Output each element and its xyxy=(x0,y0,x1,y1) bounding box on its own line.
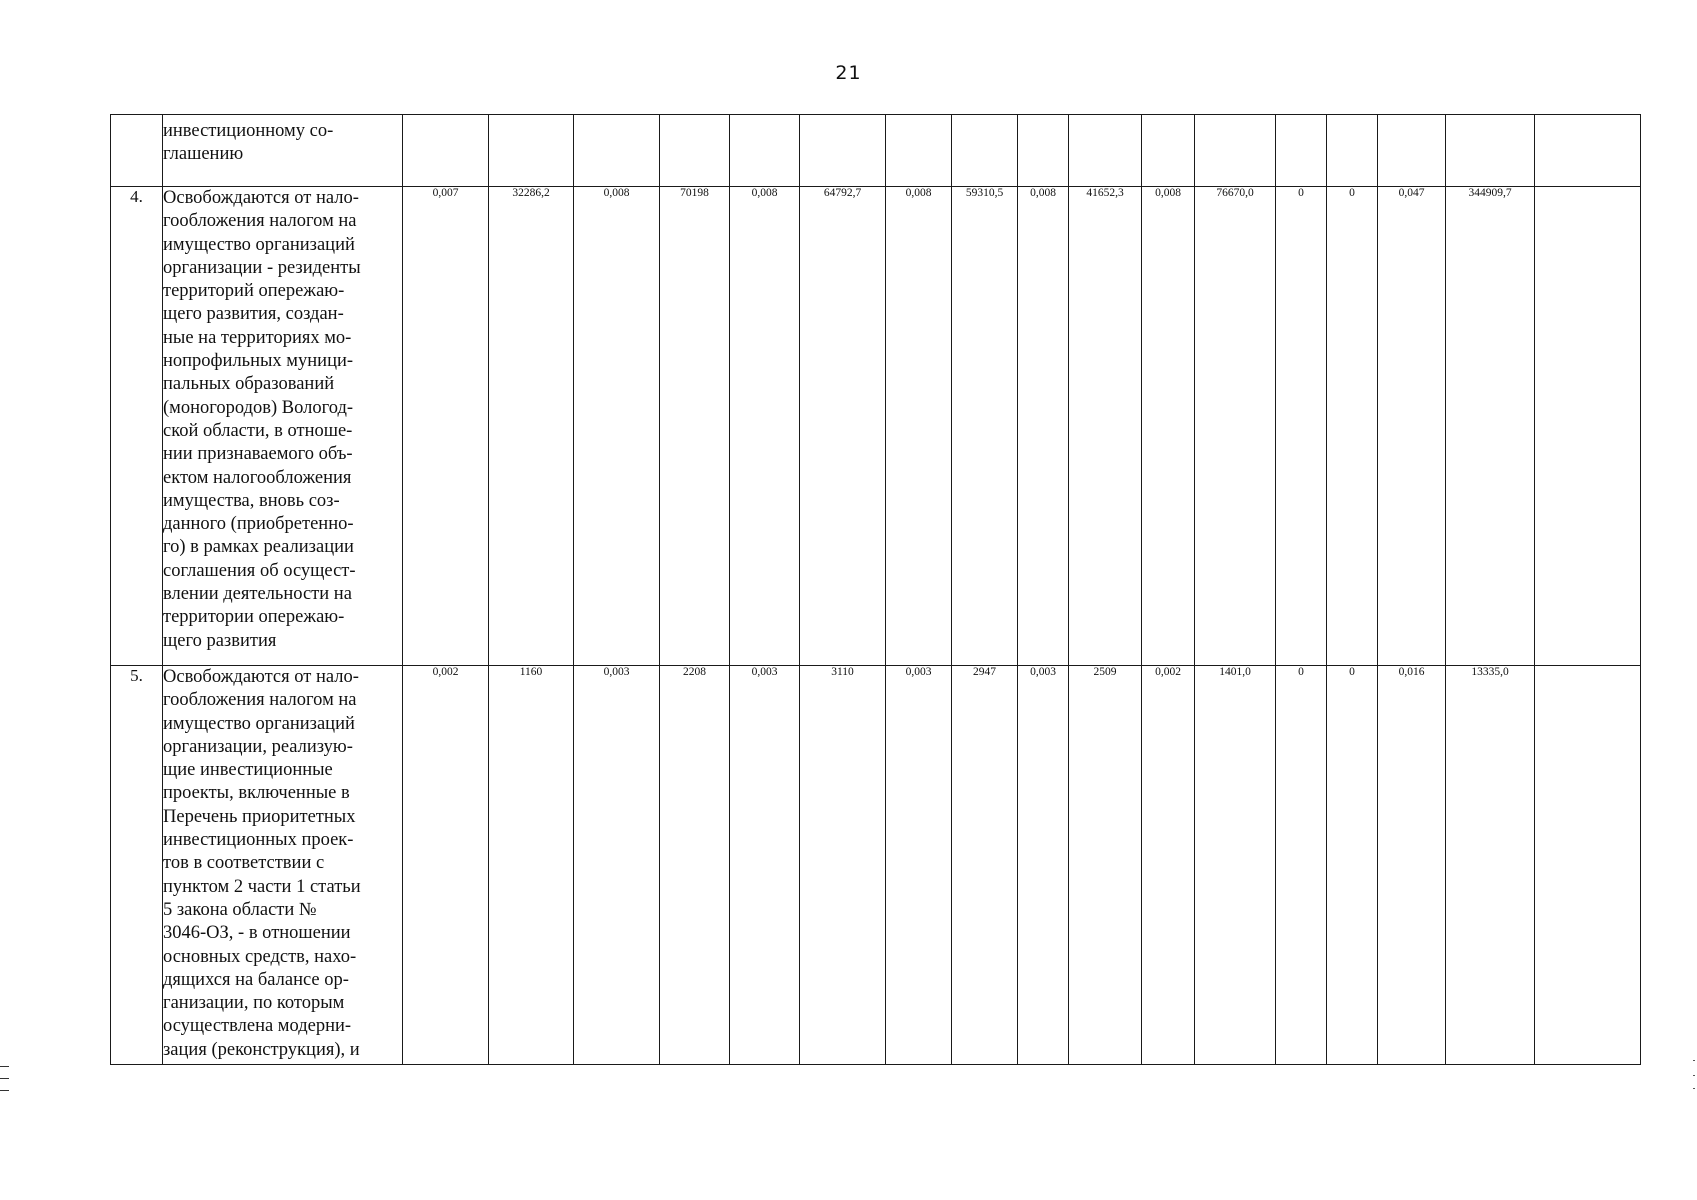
row-description: инвестиционному со- глашению xyxy=(163,115,403,187)
value-cell: 0 xyxy=(1276,666,1327,1065)
table-body xyxy=(111,115,1641,1065)
value-cell: 0 xyxy=(1327,187,1378,666)
value-cell xyxy=(1018,115,1069,187)
value-cell xyxy=(403,115,489,187)
value-cell: 0,016 xyxy=(1378,666,1446,1065)
value-cell xyxy=(1535,115,1641,187)
value-cell xyxy=(1446,115,1535,187)
value-cell xyxy=(730,115,800,187)
value-cell: 64792,7 xyxy=(800,187,886,666)
value-cell xyxy=(1142,115,1195,187)
table-row xyxy=(111,187,1641,666)
value-cell: 13335,0 xyxy=(1446,666,1535,1065)
value-cell: 2947 xyxy=(952,666,1018,1065)
value-cell: 2509 xyxy=(1069,666,1142,1065)
row-number: 4. xyxy=(111,187,163,666)
value-cell: 0,003 xyxy=(730,666,800,1065)
value-cell: 0,047 xyxy=(1378,187,1446,666)
value-cell: 0,008 xyxy=(886,187,952,666)
scan-edge-mark xyxy=(0,1078,9,1079)
row-number: 5. xyxy=(111,666,163,1065)
value-cell xyxy=(800,115,886,187)
tax-benefits-table xyxy=(110,114,1641,1065)
value-cell: 0,003 xyxy=(1018,666,1069,1065)
value-cell: 0,002 xyxy=(403,666,489,1065)
table-row xyxy=(111,115,1641,187)
value-cell xyxy=(1535,666,1641,1065)
value-cell xyxy=(1535,187,1641,666)
value-cell xyxy=(1327,115,1378,187)
value-cell xyxy=(1069,115,1142,187)
value-cell: 0,008 xyxy=(1018,187,1069,666)
value-cell: 76670,0 xyxy=(1195,187,1276,666)
value-cell: 59310,5 xyxy=(952,187,1018,666)
value-cell xyxy=(489,115,574,187)
value-cell xyxy=(1276,115,1327,187)
value-cell: 0,002 xyxy=(1142,666,1195,1065)
value-cell: 0,008 xyxy=(574,187,660,666)
scan-edge-mark xyxy=(1693,1088,1695,1089)
row-description: Освобождаются от нало- гообложения налогом на имущество организаций организации, реализую- щие инвестиционные проекты, включенные в Перечень приоритетных инвестиционных проек- тов в соответствии с пунктом 2 части 1 статьи 5 закона области № 3046-ОЗ, - в отношении основных средств, нахо- дящихся на балансе ор- ганизации, по которым осуществлена модерни- зация (реконструкция), и xyxy=(163,666,403,1065)
value-cell: 1160 xyxy=(489,666,574,1065)
row-number xyxy=(111,115,163,187)
scan-edge-mark xyxy=(0,1066,9,1067)
value-cell: 0,007 xyxy=(403,187,489,666)
value-cell: 0,008 xyxy=(730,187,800,666)
value-cell: 41652,3 xyxy=(1069,187,1142,666)
value-cell: 3110 xyxy=(800,666,886,1065)
value-cell: 0 xyxy=(1276,187,1327,666)
value-cell: 2208 xyxy=(660,666,730,1065)
value-cell xyxy=(886,115,952,187)
row-description: Освобождаются от нало- гообложения налогом на имущество организаций организации - резиденты территорий опережаю- щего развития, создан- ные на территориях мо- нопрофильных муници- пальных образований (моногородов) Вологод- ской области, в отноше- нии признаваемого объ- ектом налогообложения имущества, вновь соз- данного (приобретенно- го) в рамках реализации соглашения об осущест- влении деятельности на территории опережаю- щего развития xyxy=(163,187,403,666)
value-cell xyxy=(1195,115,1276,187)
value-cell xyxy=(660,115,730,187)
value-cell: 344909,7 xyxy=(1446,187,1535,666)
value-cell: 32286,2 xyxy=(489,187,574,666)
value-cell xyxy=(574,115,660,187)
scan-edge-mark xyxy=(1693,1075,1695,1076)
value-cell xyxy=(952,115,1018,187)
scan-edge-mark xyxy=(0,1090,9,1091)
scan-edge-mark xyxy=(1693,1060,1695,1061)
page-number: 21 xyxy=(835,62,862,84)
value-cell: 70198 xyxy=(660,187,730,666)
value-cell xyxy=(1378,115,1446,187)
value-cell: 0,003 xyxy=(574,666,660,1065)
value-cell: 1401,0 xyxy=(1195,666,1276,1065)
table-row xyxy=(111,666,1641,1065)
value-cell: 0,003 xyxy=(886,666,952,1065)
value-cell: 0 xyxy=(1327,666,1378,1065)
value-cell: 0,008 xyxy=(1142,187,1195,666)
